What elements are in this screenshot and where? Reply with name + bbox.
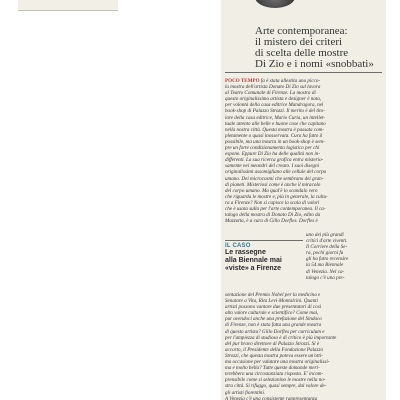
body-line: umano. Dei microcosmi che sembrano dei gran- <box>225 175 324 182</box>
body-line: per l'ampiezza di studioso è di critico è più importante <box>225 334 337 341</box>
body-line: di questo artista? Gillo Dorfles per curriculum e <box>225 328 325 335</box>
body-line: critici d'arte viventi. <box>306 238 348 245</box>
box-divider <box>225 240 303 241</box>
article-body <box>225 78 382 224</box>
body-line: ma e molto bella? Tutte queste domande meri- <box>225 365 320 372</box>
sidebar-box <box>225 240 303 273</box>
body-line: samente nei meandri del creato. I suoi disegni <box>225 163 320 170</box>
body-line: ma occasione per valutare una mostra originalissi- <box>225 359 330 366</box>
body-line: accorto, il Presidente della Fondazione Palazzo <box>225 346 323 353</box>
headline-line: il mistero dei criteri <box>255 36 343 48</box>
body-line: sentazione del Premio Nobel per la medicina e <box>225 292 321 298</box>
body-line: questo originalissimo artista e designer è nata, <box>225 96 322 103</box>
body-line: lare della casa editrice, Mario Curia, un intellet- <box>225 114 326 121</box>
article-lede: POCO TEMPO <box>225 78 260 84</box>
body-line: uno dei più grandi <box>306 232 344 238</box>
body-line: originalissimi assomigliano alle cellule del corpo <box>225 169 327 176</box>
body-line: gli artisti fiorentini. <box>225 389 266 396</box>
body-line: artisti possono vantare due presentatori di così <box>225 304 322 311</box>
body-line: alto valore culturale e scientifico? Come mai, <box>225 310 319 317</box>
body-line: al Teatro Comunale di Firenze. La mostra di <box>225 90 316 97</box>
body-line: possibile, ma una mostra in un book-shop è sem- <box>225 138 325 145</box>
body-line: che è usata sulla per l'arte contemporanea. Il ca- <box>225 205 326 212</box>
body-line: pletamente o quasi inosservata. Cura ha fatto il <box>225 132 323 139</box>
body-line: per volontà della casa editrice Mandragora, nel <box>225 102 324 109</box>
box-kicker: IL CASO <box>225 243 251 249</box>
box-title <box>225 249 303 273</box>
body-line: che riguarda le mostre e, più in generale, la cultu- <box>225 193 328 200</box>
adjacent-clipping-fragment <box>18 0 118 11</box>
headline-divider <box>225 72 382 73</box>
body-line: prensibile come si selezionino le mostre nella no- <box>225 377 326 384</box>
body-line: nella nostra città. Questa mostra è passata com- <box>225 126 325 133</box>
body-line: del pur bravo direttore di Palazzo Strozzi. Si è <box>225 340 320 347</box>
headline-line: di scelta delle mostre <box>255 47 349 59</box>
body-line: la mostra dell'artista Donato Di Zio sul lavora <box>225 84 321 91</box>
box-title-line: «viste» a Firenze <box>225 265 282 272</box>
body-line: differenti. La sua ricerca grafica entra misterio- <box>225 157 324 164</box>
body-line: Il Corriere della Se- <box>306 244 348 251</box>
body-line: di Venezia. Nel ca- <box>306 268 345 275</box>
body-line: Mazzotta, è a cura di Gillo Dorfles. Dorfles è <box>225 218 318 225</box>
box-title-line: alla Biennale mai <box>225 257 282 264</box>
box-title-line: Le rassegne <box>225 249 266 256</box>
body-line: pur avendoci anche una prefazione del Sindaco <box>225 316 322 323</box>
body-line: POCO TEMPO fa è stata allestita una picco- <box>225 78 321 84</box>
body-line: la 54.ma Biennale <box>306 262 344 269</box>
body-line: Strozzi, che questa mostra poteva essere un'otti- <box>225 352 323 359</box>
body-line: ra, pochi giorni fa <box>306 250 344 257</box>
article-side-column <box>306 232 382 281</box>
body-line: del corpo umano. Ma qual'è lo scandalo vero <box>225 187 318 194</box>
body-line: book-shop di Palazzo Strozzi. Il merito è del tito- <box>225 108 325 115</box>
body-line: di Firenze, non è stata fatta una grande mostra <box>225 322 322 329</box>
body-line: pre un forte condizionamento logistico per chi <box>225 145 320 152</box>
newspaper-clipping <box>221 0 386 400</box>
body-line: gli ha fatto recensire <box>306 256 349 263</box>
body-line: Senatore a Vita, Rita Levi-Montalcini. Quanti <box>225 298 318 305</box>
body-line: talogo c'è una pre- <box>306 274 345 281</box>
body-line: talogo della mostra di Donato Di Zio, edito da <box>225 212 321 219</box>
body-line: ra a Firenze? Non si capisce la scala di valori <box>225 199 320 206</box>
body-line: terebbero una circostanziata risposta. E' incom- <box>225 371 324 378</box>
article-headline <box>255 26 380 70</box>
body-line: tuale attento alle belle e buone cose che capitano <box>225 120 326 127</box>
author-photo <box>255 0 295 8</box>
article-body-continued <box>225 292 382 400</box>
headline-line: Di Zio e i nomi «snobbati» <box>255 58 374 70</box>
body-line: espone. Eppure Di Zio ha delle qualità non in- <box>225 151 321 158</box>
body-line: A Venezia c'è una consistente rappresentanza <box>225 395 318 400</box>
body-line: di pianeti. Misteriosi come è anche il miracolo <box>225 181 321 188</box>
body-line: stra città. Si rifuggo, quasi sempre, dal valore de- <box>225 383 327 390</box>
headline-line: Arte contemporanea: <box>255 25 348 37</box>
